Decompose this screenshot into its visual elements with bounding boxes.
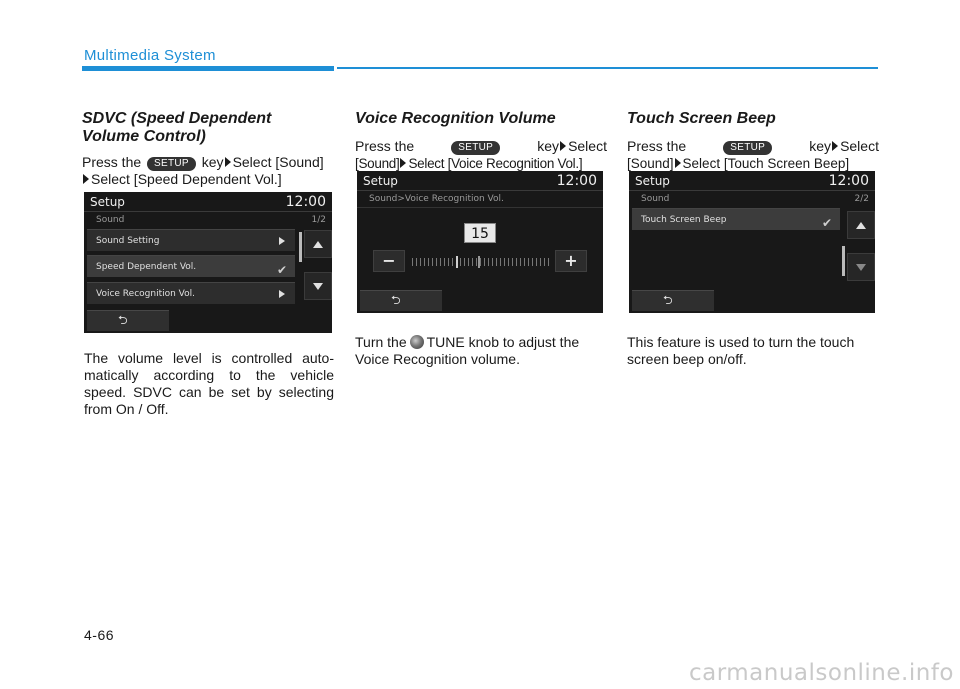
section-touch-screen-beep [627, 110, 879, 172]
screen-subtitle: Sound [641, 194, 670, 204]
section-sdvc [82, 110, 334, 188]
scroll-up-button[interactable] [304, 230, 332, 258]
back-button[interactable] [360, 290, 442, 311]
screen-subtitle: Sound>Voice Recognition Vol. [369, 194, 504, 204]
volume-level-marker [456, 256, 458, 268]
back-arrow-icon: ⮌ [391, 293, 401, 307]
screen-title: Setup [90, 195, 125, 209]
header-rule-thick [82, 66, 334, 71]
section-voice-recognition-volume [355, 110, 607, 172]
arrow-up-icon [313, 241, 323, 248]
setup-key-badge: SETUP [147, 157, 196, 171]
chevron-right-icon [279, 290, 285, 298]
volume-plus-button[interactable]: + [555, 250, 587, 272]
arrow-right-icon [83, 174, 89, 184]
section-title: SDVC (Speed Dependent Volume Control) [82, 110, 272, 145]
screen-title: Setup [363, 174, 398, 188]
arrow-right-icon [225, 157, 231, 167]
volume-scale[interactable] [412, 258, 550, 266]
arrow-right-icon [560, 141, 566, 151]
screen-page-indicator: 2/2 [854, 194, 869, 204]
check-icon: ✔ [276, 263, 287, 277]
tune-knob-icon [410, 335, 424, 349]
arrow-right-icon [675, 158, 681, 168]
chevron-right-icon [279, 237, 285, 245]
arrow-right-icon [832, 141, 838, 151]
arrow-up-icon [856, 222, 866, 229]
section-description: The volume level is controlled auto-matically according to the vehicle speed. SDVC can be set by selecting from On / Off. [84, 350, 334, 417]
screen-clock: 12:00 [828, 173, 869, 189]
check-icon: ✔ [821, 216, 832, 230]
scrollbar[interactable] [842, 246, 845, 276]
back-arrow-icon: ⮌ [118, 313, 128, 327]
screen-clock: 12:00 [285, 194, 326, 210]
scroll-up-button[interactable] [847, 211, 875, 239]
setup-key-badge: SETUP [723, 141, 772, 155]
screen-title: Setup [635, 174, 670, 188]
screen-subtitle: Sound [96, 215, 125, 225]
menu-item-speed-dependent-vol[interactable]: Speed Dependent Vol. ✔ [87, 255, 295, 277]
back-button[interactable] [87, 310, 169, 331]
volume-value: 15 [464, 223, 496, 243]
section-title: Voice Recognition Volume [355, 110, 556, 127]
section-title: Touch Screen Beep [627, 110, 776, 127]
section-header-title: Multimedia System [84, 47, 216, 64]
setup-screen-sound [84, 192, 332, 333]
section-description: Turn the TUNE knob to adjust the Voice Recognition volume. [355, 334, 580, 367]
arrow-right-icon [400, 158, 406, 168]
scrollbar[interactable] [299, 232, 302, 262]
instruction: Press the SETUP key Select [Sound] Select [Speed Dependent Vol.] [82, 154, 324, 187]
instruction: Press the SETUP key Select [Sound] Select [Voice Recognition Vol.] [355, 138, 607, 171]
screen-clock: 12:00 [556, 173, 597, 189]
section-description: This feature is used to turn the touch screen beep on/off. [627, 334, 855, 367]
setup-screen-sound-page2 [629, 171, 875, 313]
watermark: carmanualsonline.info [688, 660, 954, 686]
menu-item-voice-recognition-vol[interactable]: Voice Recognition Vol. [87, 282, 295, 304]
instruction: Press the SETUP key Select [Sound] Select [Touch Screen Beep] [627, 138, 879, 171]
volume-minus-button[interactable]: − [373, 250, 405, 272]
menu-item-sound-setting[interactable]: Sound Setting [87, 229, 295, 251]
arrow-down-icon [313, 283, 323, 290]
setup-key-badge: SETUP [451, 141, 500, 155]
screen-page-indicator: 1/2 [311, 215, 326, 225]
back-arrow-icon: ⮌ [663, 293, 673, 307]
header-rule-thin [337, 67, 878, 69]
voice-recognition-volume-screen [357, 171, 603, 313]
back-button[interactable] [632, 290, 714, 311]
arrow-down-icon [856, 264, 866, 271]
volume-center-marker [478, 256, 480, 268]
scroll-down-button[interactable] [847, 253, 875, 281]
scroll-down-button[interactable] [304, 272, 332, 300]
menu-item-touch-screen-beep[interactable]: Touch Screen Beep ✔ [632, 208, 840, 230]
page-number: 4-66 [84, 627, 115, 643]
